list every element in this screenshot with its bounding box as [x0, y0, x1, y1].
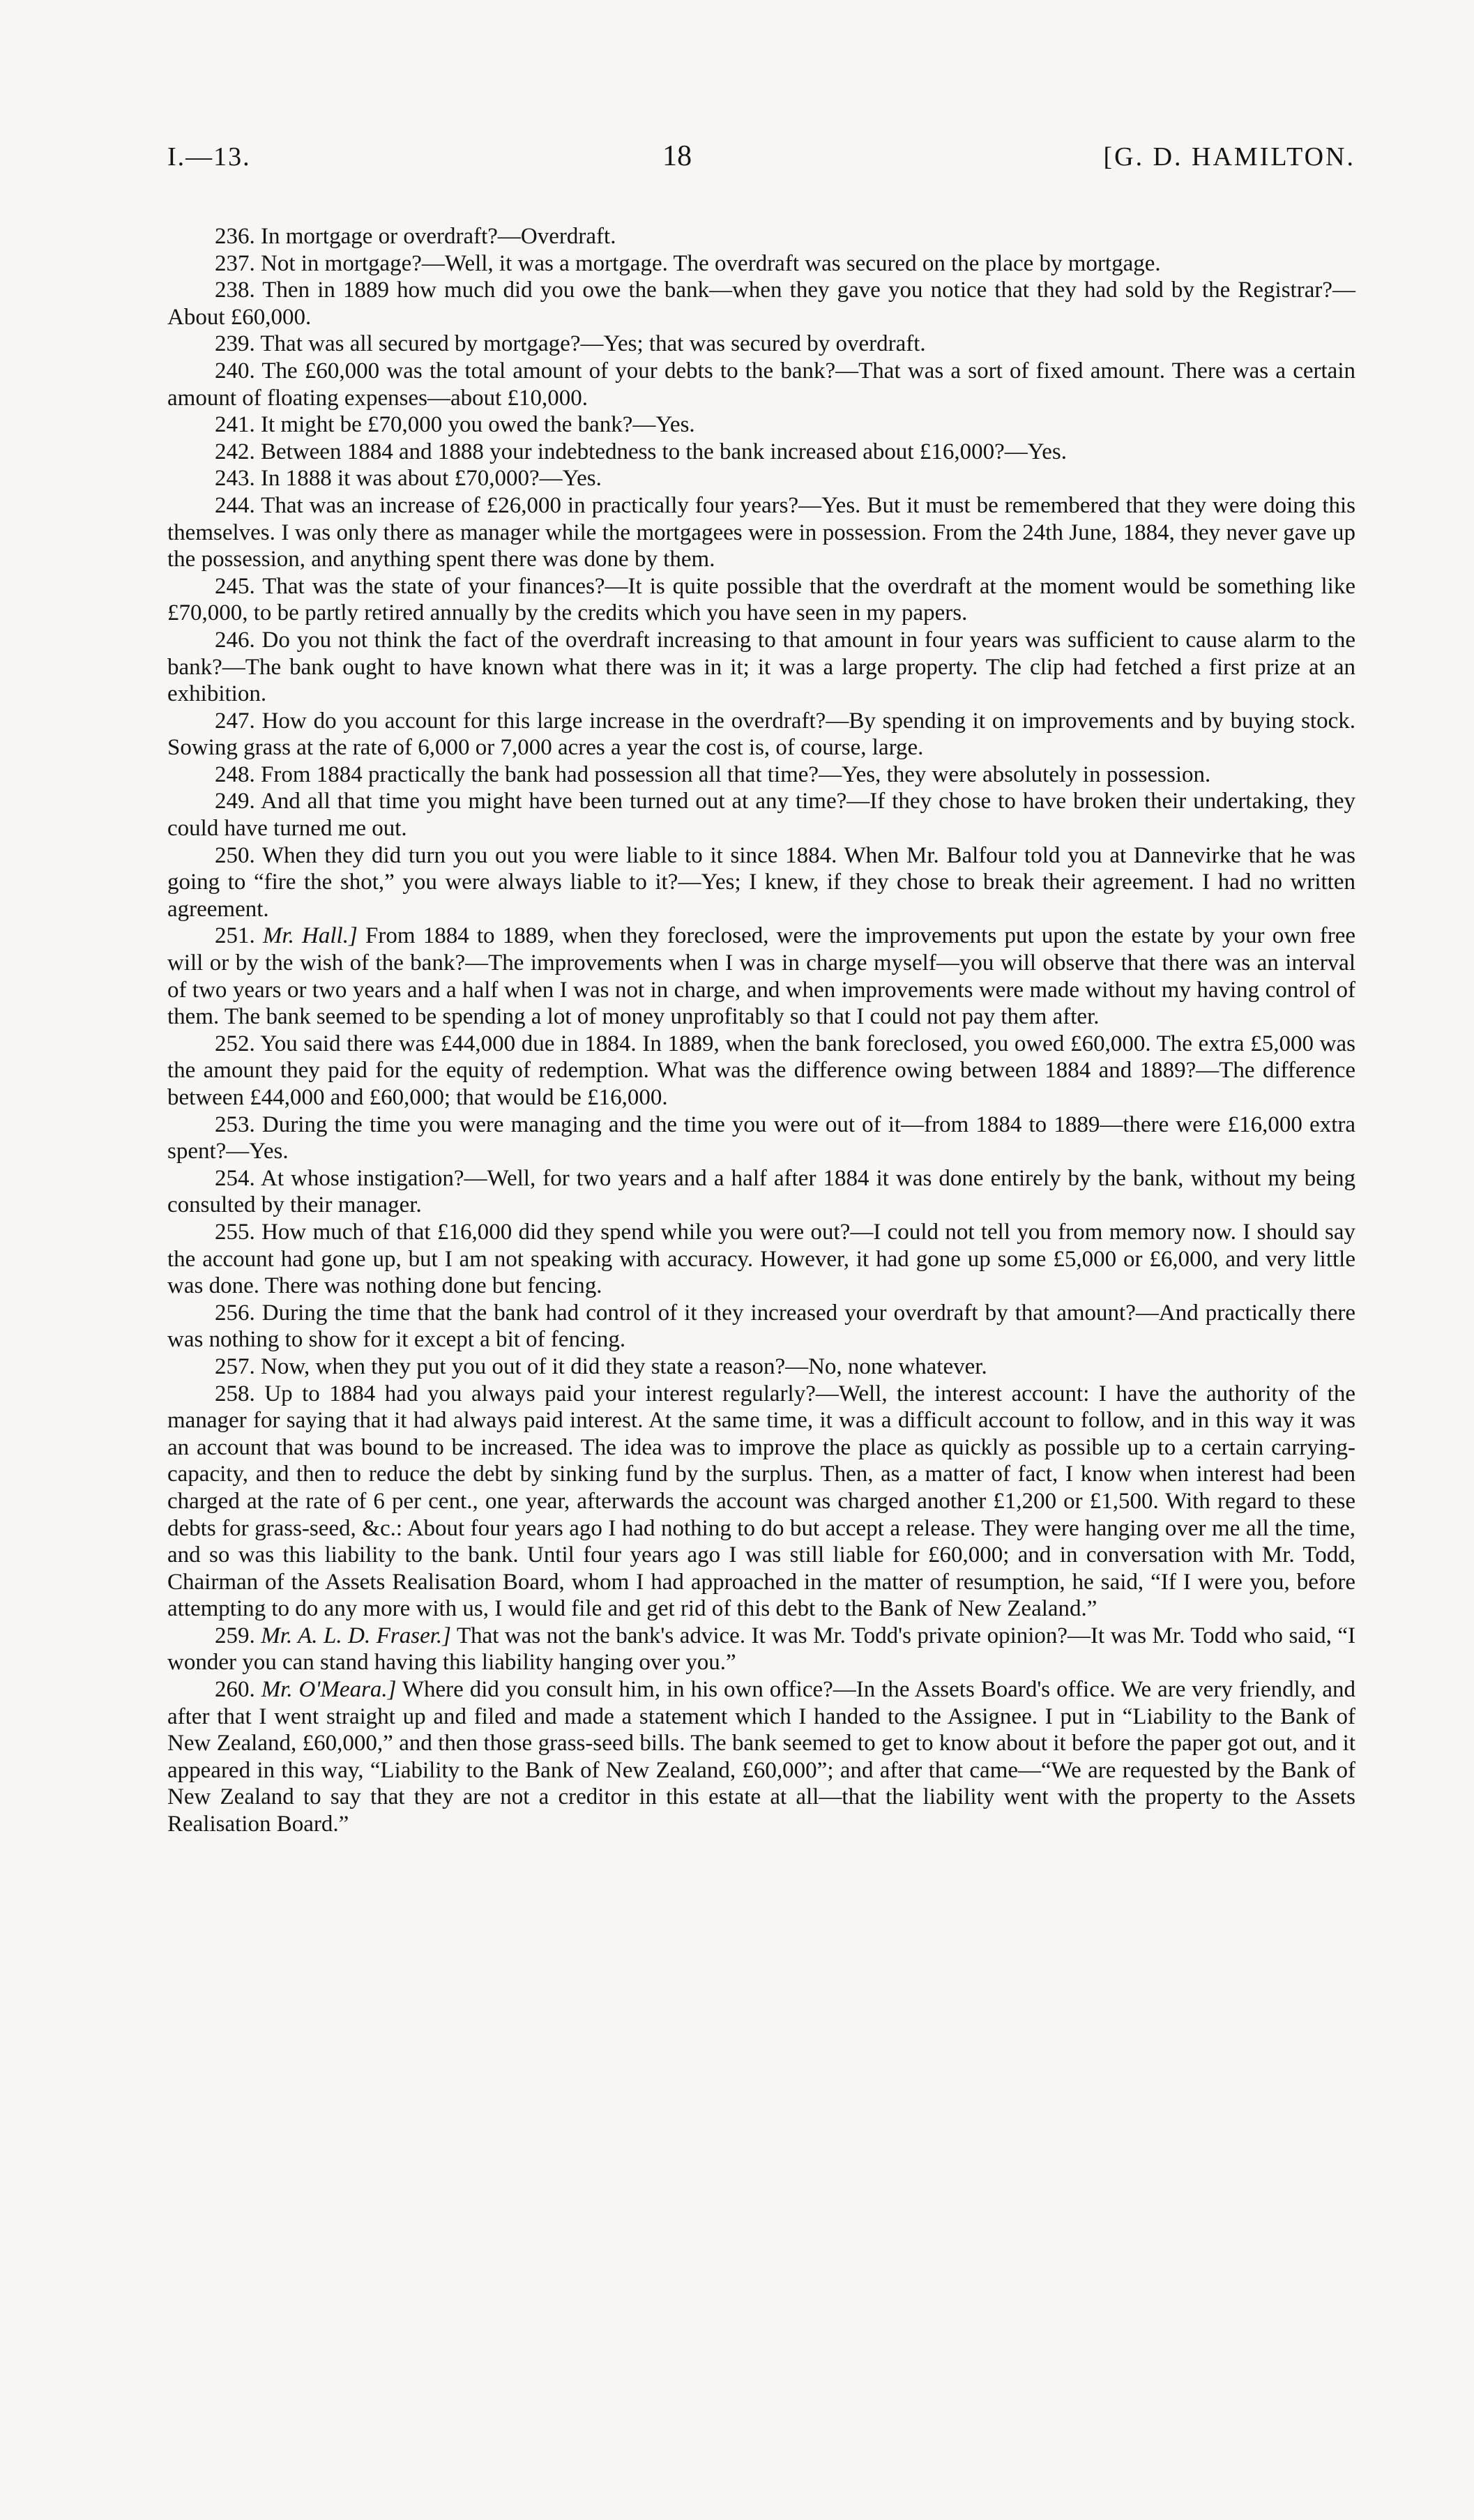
testimony-paragraph — [167, 1353, 1355, 1381]
testimony-paragraph — [167, 788, 1355, 842]
paragraph-text: 255. How much of that £16,000 did they spend while you were out?—I could not tell you from memory now. I should say the account had gone up, but I am not speaking with accuracy. However, it had gone up some £5,000 or £6,000, and very little was done. There was nothing done but fencing. — [167, 1219, 1355, 1299]
paragraph-text: 242. Between 1884 and 1888 your indebtedness to the bank increased about £16,000?—Yes. — [215, 439, 1067, 464]
testimony-paragraph — [167, 223, 1355, 250]
testimony-paragraph — [167, 492, 1355, 573]
paragraph-text: 253. During the time you were managing and the time you were out of it—from 1884 to 1889—there were £16,000 extra spent?—Yes. — [167, 1111, 1355, 1164]
paragraph-text: 241. It might be £70,000 you owed the bank?—Yes. — [215, 412, 695, 438]
testimony-paragraph — [167, 1165, 1355, 1219]
document-reference: I.—13. — [167, 142, 251, 172]
testimony-paragraph — [167, 923, 1355, 1030]
paragraph-text: That was not the bank's advice. It was Mr. Todd's private opinion?—It was Mr. Todd who said, “I wonder you can stand having this liability hanging over you.” — [167, 1623, 1356, 1676]
speaker-name: Mr. A. L. D. Fraser.] — [261, 1623, 452, 1648]
paragraph-text: 250. When they did turn you out you were liable to it since 1884. When Mr. Balfour told you at Dannevirke that he was going to “fire the shot,” you were always liable to it?—Yes; I knew, if they chose to break their agreement. I had no written agreement. — [167, 842, 1355, 922]
paragraph-text: Where did you consult him, in his own office?—In the Assets Board's office. We are very friendly, and after that I went straight up and filed and made a statement which I handed to the Assignee. I put in “Liability to the Bank of New Zealand, £60,000,” and then those grass-seed bills. The bank seemed to get to know about it before the paper got out, and it appeared in this way, “Liability to the Bank of New Zealand, £60,000”; and after that came—“We are requested by the Bank of New Zealand to say that they are not a creditor in this estate at all—that the liability went with the property to the Assets Realisation Board.” — [167, 1677, 1356, 1837]
paragraph-text: 247. How do you account for this large increase in the overdraft?—By spending it on improvements and by buying stock. Sowing grass at the rate of 6,000 or 7,000 acres a year the cost is, of course, large. — [167, 708, 1355, 761]
document-body — [167, 223, 1355, 1838]
testimony-paragraph — [167, 331, 1355, 358]
paragraph-text: From 1884 to 1889, when they foreclosed, were the improvements put upon the estate by your own free will or by the wish of the bank?—The improvements when I was in charge myself—you will observe that there was an interval of two years or two years and a half when I was not in charge, and when improvements were made without my having control of them. The bank seemed to be spending a lot of money unprofitably so that I could not pay them after. — [167, 923, 1355, 1030]
paragraph-text: 248. From 1884 practically the bank had possession all that time?—Yes, they were absolutely in possession. — [215, 761, 1211, 787]
paragraph-text: 256. During the time that the bank had control of it they increased your overdraft by that amount?—And practically there was nothing to show for it except a bit of fencing. — [167, 1300, 1355, 1353]
paragraph-text: 243. In 1888 it was about £70,000?—Yes. — [215, 466, 602, 492]
testimony-paragraph — [167, 842, 1355, 923]
speaker-name: Mr. O'Meara.] — [261, 1677, 397, 1703]
speaker-name: Mr. Hall.] — [262, 923, 358, 949]
paragraph-text: 236. In mortgage or overdraft?—Overdraft. — [215, 224, 616, 249]
paragraph-text: 238. Then in 1889 how much did you owe the bank—when they gave you notice that they had sold by the Registrar?—About £60,000. — [167, 278, 1355, 330]
testimony-paragraph — [167, 1031, 1355, 1111]
witness-name: [G. D. HAMILTON. — [1103, 142, 1355, 172]
paragraph-text: 252. You said there was £44,000 due in 1884. In 1889, when the bank foreclosed, you owed £60,000. The extra £5,000 was the amount they paid for the equity of redemption. What was the difference owing between 1884 and 1889?—The difference between £44,000 and £60,000; that would be £16,000. — [167, 1031, 1355, 1110]
paragraph-text: 239. That was all secured by mortgage?—Yes; that was secured by overdraft. — [215, 331, 926, 357]
testimony-paragraph — [167, 1623, 1355, 1676]
testimony-paragraph — [167, 465, 1355, 492]
testimony-paragraph — [167, 439, 1355, 466]
question-number: 259. — [215, 1623, 255, 1648]
testimony-paragraph — [167, 1381, 1355, 1623]
paragraph-text: 237. Not in mortgage?—Well, it was a mortgage. The overdraft was secured on the place by mortgage. — [215, 250, 1161, 276]
question-number: 251. — [215, 923, 255, 949]
paragraph-text: 258. Up to 1884 had you always paid your interest regularly?—Well, the interest account: I have the authority of the manager for saying that it had always paid interest. At the same time, it was a difficult account to follow, and in this way it was an account that was bound to be increased. The idea was to improve the place as quickly as possible up to a certain carrying-capacity, and then to reduce the debt by sinking fund by the surplus. Then, as a matter of fact, I know when interest had been charged at the rate of 6 per cent., one year, afterwards the account was charged another £1,200 or £1,500. With regard to these debts for grass-seed, &c.: About four years ago I had nothing to do but accept a release. They were hanging over me all the time, and so was this liability to the bank. Until four years ago I was still liable for £60,000; and in conversation with Mr. Todd, Chairman of the Assets Realisation Board, whom I had approached in the matter of resumption, he said, “If I were you, before attempting to do any more with us, I would file and get rid of this debt to the Bank of New Zealand.” — [167, 1381, 1355, 1622]
testimony-paragraph — [167, 358, 1355, 411]
testimony-paragraph — [167, 761, 1355, 789]
testimony-paragraph — [167, 1300, 1355, 1353]
paragraph-text: 249. And all that time you might have been turned out at any time?—If they chose to have broken their undertaking, they could have turned me out. — [167, 789, 1355, 842]
testimony-paragraph — [167, 708, 1355, 761]
page-number: 18 — [662, 140, 692, 172]
testimony-paragraph — [167, 627, 1355, 708]
paragraph-text: 244. That was an increase of £26,000 in practically four years?—Yes. But it must be remembered that they were doing this themselves. I was only there as manager while the mortgagees were in possession. From the 24th June, 1884, they never gave up the possession, and anything spent there was done by them. — [167, 492, 1355, 572]
paragraph-text: 257. Now, when they put you out of it did they state a reason?—No, none whatever. — [215, 1353, 987, 1379]
testimony-paragraph — [167, 250, 1355, 278]
paragraph-text: 246. Do you not think the fact of the overdraft increasing to that amount in four years was sufficient to cause alarm to the bank?—The bank ought to have known what there was in it; it was a large property. The clip had fetched a first prize at an exhibition. — [167, 627, 1355, 707]
testimony-paragraph — [167, 277, 1355, 331]
paragraph-text: 245. That was the state of your finances?—It is quite possible that the overdraft at the moment would be something like £70,000, to be partly retired annually by the credits which you have seen in my papers. — [167, 573, 1355, 626]
paragraph-text: 254. At whose instigation?—Well, for two years and a half after 1884 it was done entirely by the bank, without my being consulted by their manager. — [167, 1165, 1355, 1218]
testimony-paragraph — [167, 573, 1355, 627]
testimony-paragraph — [167, 411, 1355, 439]
testimony-paragraph — [167, 1219, 1355, 1300]
page-header — [167, 139, 1355, 173]
testimony-paragraph — [167, 1111, 1355, 1165]
testimony-paragraph — [167, 1676, 1355, 1838]
question-number: 260. — [215, 1677, 255, 1703]
paragraph-text: 240. The £60,000 was the total amount of your debts to the bank?—That was a sort of fixed amount. There was a certain amount of floating expenses—about £10,000. — [167, 358, 1355, 411]
